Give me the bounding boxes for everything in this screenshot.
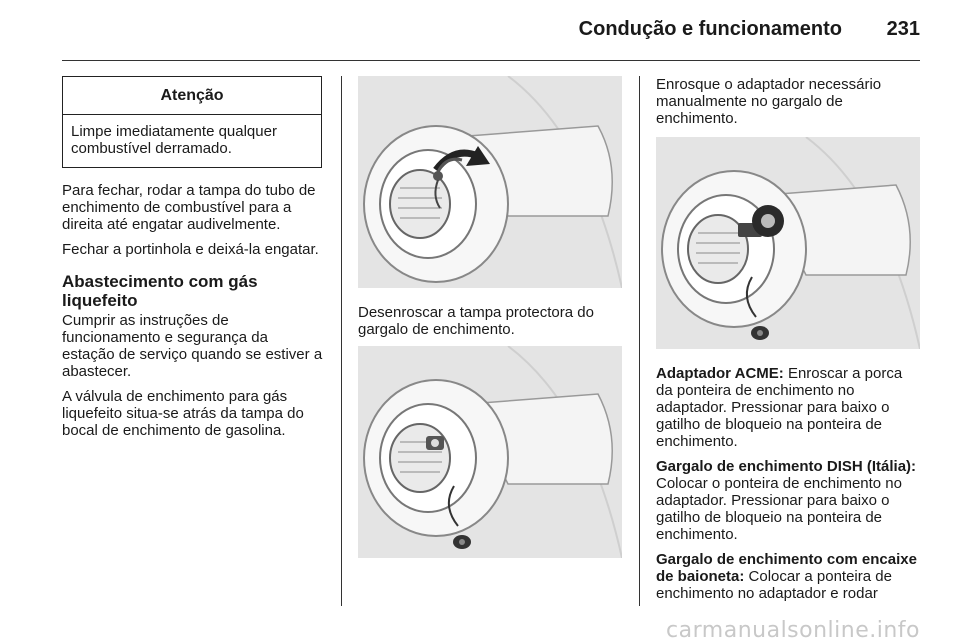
column-1 (62, 76, 324, 447)
chapter-title: Condução e funcionamento (578, 18, 842, 40)
item-acme-lead: Adaptador ACME: (656, 365, 784, 382)
item-dish-filler (656, 458, 920, 543)
item-acme-text: Enroscar a porca da ponteira de enchimento no adaptador. Pressionar para baixo o gatilho de bloqueio na ponteira de enchimento. (656, 365, 903, 450)
item-bayonet-text: Colocar a ponteira de enchimento no adaptador e rodar (656, 568, 892, 602)
column-3 (656, 76, 920, 610)
header-divider (62, 60, 920, 61)
figure-protective-cap-removed (358, 346, 622, 558)
item-acme-adapter (656, 365, 920, 450)
page-number: 231 (886, 18, 920, 40)
item-bayonet-filler (656, 551, 920, 602)
column-divider-1 (341, 76, 342, 606)
paragraph-close-flap: Fechar a portinhola e deixá-la engatar. (62, 241, 319, 258)
warning-box (62, 76, 322, 168)
paragraph-instructions: Cumprir as instruções de funcionamento e segurança da estação de serviço quando se estiver a abastecer. (62, 312, 323, 380)
paragraph-adapter-intro: Enrosque o adaptador necessário manualmente no gargalo de enchimento. (656, 76, 882, 127)
page-header (0, 0, 960, 62)
column-2 (358, 76, 622, 558)
figure-fuel-cap-rotate (358, 76, 622, 288)
warning-body: Limpe imediatamente qualquer combustível derramado. (71, 123, 277, 157)
figure-adapter-installed (656, 137, 920, 349)
item-bayonet-lead: Gargalo de enchimento com encaixe de baioneta: (656, 551, 917, 585)
item-dish-text: Colocar o ponteira de enchimento no adaptador. Pressionar para baixo o gatilho de bloqueio na ponteira de enchimento. (656, 475, 902, 543)
section-heading: Abastecimento com gás liquefeito (62, 272, 258, 310)
item-dish-lead: Gargalo de enchimento DISH (Itália): (656, 458, 917, 475)
column-divider-2 (639, 76, 640, 606)
paragraph-valve-location: A válvula de enchimento para gás liquefeito situa-se atrás da tampa do bocal de enchimento de gasolina. (62, 388, 304, 439)
figure-caption: Desenroscar a tampa protectora do gargalo de enchimento. (358, 304, 594, 338)
paragraph-close-cap: Para fechar, rodar a tampa do tubo de enchimento de combustível para a direita até engatar audivelmente. (62, 182, 316, 233)
watermark: carmanualsonline.info (666, 618, 920, 643)
warning-title: Atenção (63, 77, 321, 115)
